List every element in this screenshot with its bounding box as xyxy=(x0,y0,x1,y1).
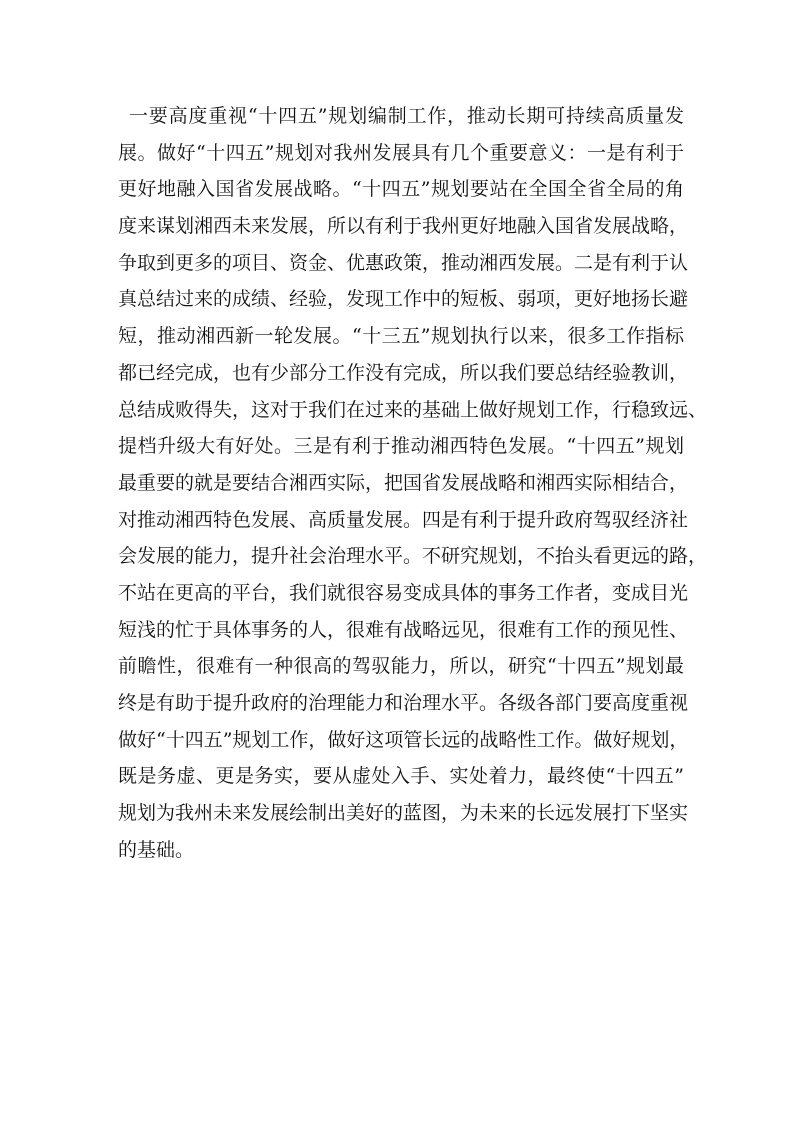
paragraph-line-15: 短浅的忙于具体事务的人，很难有战略远见，很难有工作的预见性、 xyxy=(118,618,689,641)
paragraph-line-13: 会发展的能力，提升社会治理水平。不研究规划，不抬头看更远的路， xyxy=(118,545,708,568)
paragraph-line-20: 规划为我州未来发展绘制出美好的蓝图，为未来的长远发展打下坚实 xyxy=(118,802,689,825)
paragraph-line-10: 提档升级大有好处。三是有利于推动湘西特色发展。“十四五”规划 xyxy=(118,435,684,458)
paragraph-line-3: 更好地融入国省发展战略。“十四五”规划要站在全国全省全局的角 xyxy=(118,178,684,201)
paragraph xyxy=(118,98,708,868)
paragraph-line-2: 展。做好“十四五”规划对我州发展具有几个重要意义：一是有利于 xyxy=(118,141,684,164)
paragraph-line-4: 度来谋划湘西未来发展，所以有利于我州更好地融入国省发展战略， xyxy=(118,215,689,238)
paragraph-line-7: 短，推动湘西新一轮发展。“十三五”规划执行以来，很多工作指标 xyxy=(118,325,684,348)
paragraph-line-16: 前瞻性，很难有一种很高的驾驭能力，所以，研究“十四五”规划最 xyxy=(118,655,684,678)
paragraph-line-12: 对推动湘西特色发展、高质量发展。四是有利于提升政府驾驭经济社 xyxy=(118,508,689,531)
paragraph-line-19: 既是务虚、更是务实，要从虚处入手、实处着力，最终使“十四五” xyxy=(118,765,684,788)
paragraph-line-1: 一要高度重视“十四五”规划编制工作，推动长期可持续高质量发 xyxy=(129,105,684,127)
paragraph-line-18: 做好“十四五”规划工作，做好这项管长远的战略性工作。做好规划， xyxy=(118,728,689,751)
paragraph-line-11: 最重要的就是要结合湘西实际，把国省发展战略和湘西实际相结合， xyxy=(118,471,689,494)
paragraph-line-14: 不站在更高的平台，我们就很容易变成具体的事务工作者，变成目光 xyxy=(118,581,689,604)
paragraph-line-17: 终是有助于提升政府的治理能力和治理水平。各级各部门要高度重视 xyxy=(118,692,689,714)
paragraph-line-6: 真总结过来的成绩、经验，发现工作中的短板、弱项，更好地扬长避 xyxy=(118,288,689,311)
paragraph-line-8: 都已经完成，也有少部分工作没有完成，所以我们要总结经验教训， xyxy=(118,361,689,384)
paragraph-line-9: 总结成败得失，这对于我们在过来的基础上做好规划工作，行稳致远、 xyxy=(118,398,708,421)
paragraph-line-21: 的基础。 xyxy=(118,838,195,861)
paragraph-line-5: 争取到更多的项目、资金、优惠政策，推动湘西发展。二是有利于认 xyxy=(118,251,689,274)
